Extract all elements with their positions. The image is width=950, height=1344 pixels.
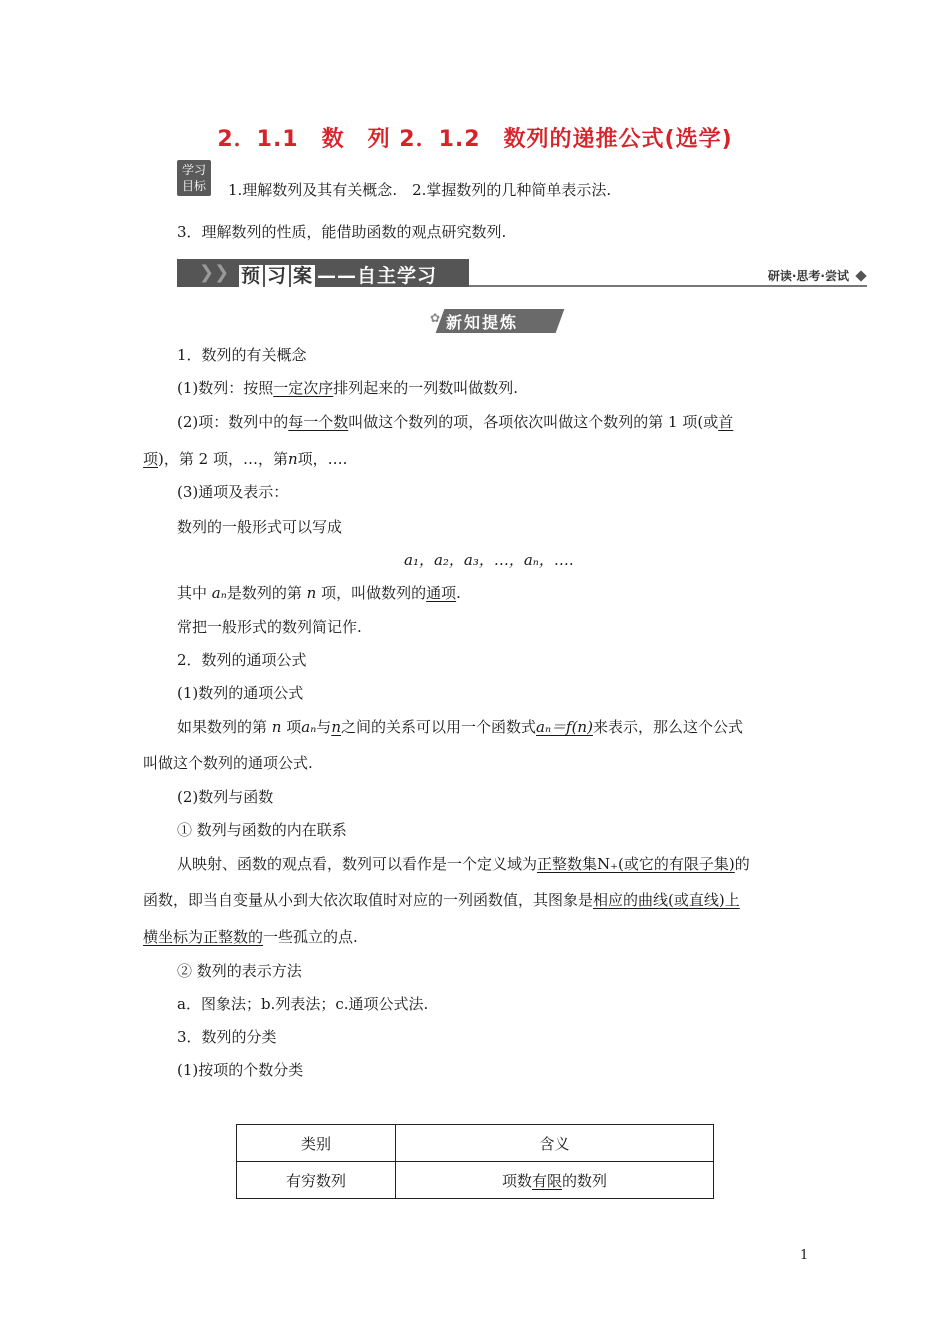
s1-p4: 数列的一般形式可以写成 bbox=[177, 518, 343, 536]
text: 与 bbox=[316, 718, 332, 736]
s2-p1 bbox=[177, 717, 743, 737]
text: 排列起来的一列数叫做数列. bbox=[333, 379, 519, 397]
s2-c1-l2 bbox=[143, 890, 740, 910]
s1-p2 bbox=[177, 412, 733, 432]
text: (2)项：数列中的 bbox=[177, 413, 289, 431]
underline: 横坐标为正整数的 bbox=[143, 928, 264, 946]
text: 项，…. bbox=[297, 450, 348, 468]
s3-sub1: (1)按项的个数分类 bbox=[177, 1061, 304, 1079]
underline: n bbox=[331, 718, 341, 736]
band-box-2: 习 bbox=[267, 265, 288, 287]
s1-p5 bbox=[177, 583, 461, 603]
underline: 有限 bbox=[531, 1171, 562, 1190]
preview-band bbox=[177, 259, 867, 289]
text: 一些孤立的点. bbox=[263, 928, 358, 946]
text: 函数，即当自变量从小到大依次取值时对应的一列函数值，其图象是 bbox=[143, 891, 594, 909]
table-row bbox=[237, 1162, 714, 1199]
underline: 项 bbox=[143, 450, 159, 468]
s2-heading: 2．数列的通项公式 bbox=[177, 651, 307, 669]
diamond-icon bbox=[855, 270, 866, 281]
s2-c1-p bbox=[177, 854, 750, 874]
text: 叫做这个数列的项，各项依次叫做这个数列的第 1 项(或 bbox=[348, 413, 719, 431]
s2-p1-line2: 叫做这个数列的通项公式. bbox=[143, 754, 313, 772]
text: )，第 2 项，…，第 bbox=[158, 450, 288, 468]
s2-c2: ② 数列的表示方法 bbox=[177, 962, 302, 980]
text: 来表示，那么这个公式 bbox=[592, 718, 743, 736]
text: 其中 bbox=[177, 584, 208, 602]
s2-sub2: (2)数列与函数 bbox=[177, 788, 274, 806]
table-header-row bbox=[237, 1125, 714, 1162]
section-title: 新知提炼 bbox=[446, 313, 519, 332]
s2-c2-p: a．图象法；b.列表法；c.通项公式法. bbox=[177, 995, 429, 1013]
text: 项数 bbox=[501, 1171, 532, 1190]
band-divider bbox=[469, 285, 867, 287]
text: 的 bbox=[734, 855, 750, 873]
var: n bbox=[287, 450, 298, 468]
s2-sub1: (1)数列的通项公式 bbox=[177, 684, 304, 702]
band-right-text: 研读·思考·尝试 bbox=[767, 269, 849, 283]
text: 如果数列的第 bbox=[177, 718, 268, 736]
s3-heading: 3．数列的分类 bbox=[177, 1028, 277, 1046]
page-number: 1 bbox=[800, 1248, 809, 1263]
text: 项，叫做数列的 bbox=[321, 584, 427, 602]
underline: 每一个数 bbox=[288, 413, 349, 431]
underline: 通项 bbox=[426, 584, 457, 602]
s2-c1: ① 数列与函数的内在联系 bbox=[177, 821, 347, 839]
s1-p3: (3)通项及表示： bbox=[177, 483, 289, 501]
tag-line-2: 目标 bbox=[181, 179, 206, 193]
classification-table bbox=[236, 1124, 714, 1199]
var: aₙ bbox=[301, 718, 317, 736]
goal-line-1: 1.理解数列及其有关概念. 2.掌握数列的几种简单表示法. bbox=[228, 181, 612, 199]
table-cell bbox=[396, 1162, 714, 1199]
chevron-icon: ❯❯ bbox=[199, 262, 230, 283]
text: 从映射、函数的观点看，数列可以看作是一个定义域为 bbox=[177, 855, 538, 873]
text: 项 bbox=[286, 718, 302, 736]
table-cell: 有穷数列 bbox=[237, 1162, 396, 1199]
tag-line-1: 学习 bbox=[181, 163, 206, 177]
underline: 正整数集N₊(或它的有限子集) bbox=[537, 855, 735, 873]
table-header: 含义 bbox=[396, 1125, 714, 1162]
s2-c1-l3 bbox=[143, 927, 358, 947]
text: 的数列 bbox=[562, 1171, 608, 1190]
s1-heading: 1．数列的有关概念 bbox=[177, 346, 307, 364]
s1-p1 bbox=[177, 378, 518, 398]
underline: 相应的曲线(或直线)上 bbox=[593, 891, 740, 909]
goal-line-2: 3．理解数列的性质，能借助函数的观点研究数列. bbox=[177, 223, 507, 241]
band-label bbox=[239, 261, 437, 288]
var: n bbox=[271, 718, 282, 736]
text: 是数列的第 bbox=[226, 584, 302, 602]
text: 之间的关系可以用一个函数式 bbox=[340, 718, 536, 736]
var: aₙ bbox=[211, 584, 227, 602]
s1-p6: 常把一般形式的数列简记作. bbox=[177, 618, 362, 636]
section-header bbox=[430, 305, 560, 333]
leaf-icon: ✿ bbox=[430, 311, 441, 325]
band-box-1: 预 bbox=[241, 265, 262, 287]
underline: 首 bbox=[718, 413, 734, 431]
underline: aₙ＝f(n) bbox=[536, 718, 593, 736]
var: n bbox=[306, 584, 317, 602]
underline: 一定次序 bbox=[273, 379, 334, 397]
s1-p2-cont bbox=[143, 449, 347, 469]
s1-formula: a₁，a₂，a₃，…，aₙ，…. bbox=[404, 551, 574, 569]
band-box-3: 案 bbox=[293, 265, 314, 287]
learning-goal-tag bbox=[177, 160, 211, 196]
page-title: 2．1.1 数 列 2．1.2 数列的递推公式(选学) bbox=[217, 127, 733, 152]
band-label-rest: ——自主学习 bbox=[317, 265, 438, 287]
text: (1)数列：按照 bbox=[177, 379, 274, 397]
table-header: 类别 bbox=[237, 1125, 396, 1162]
text: . bbox=[456, 584, 461, 602]
